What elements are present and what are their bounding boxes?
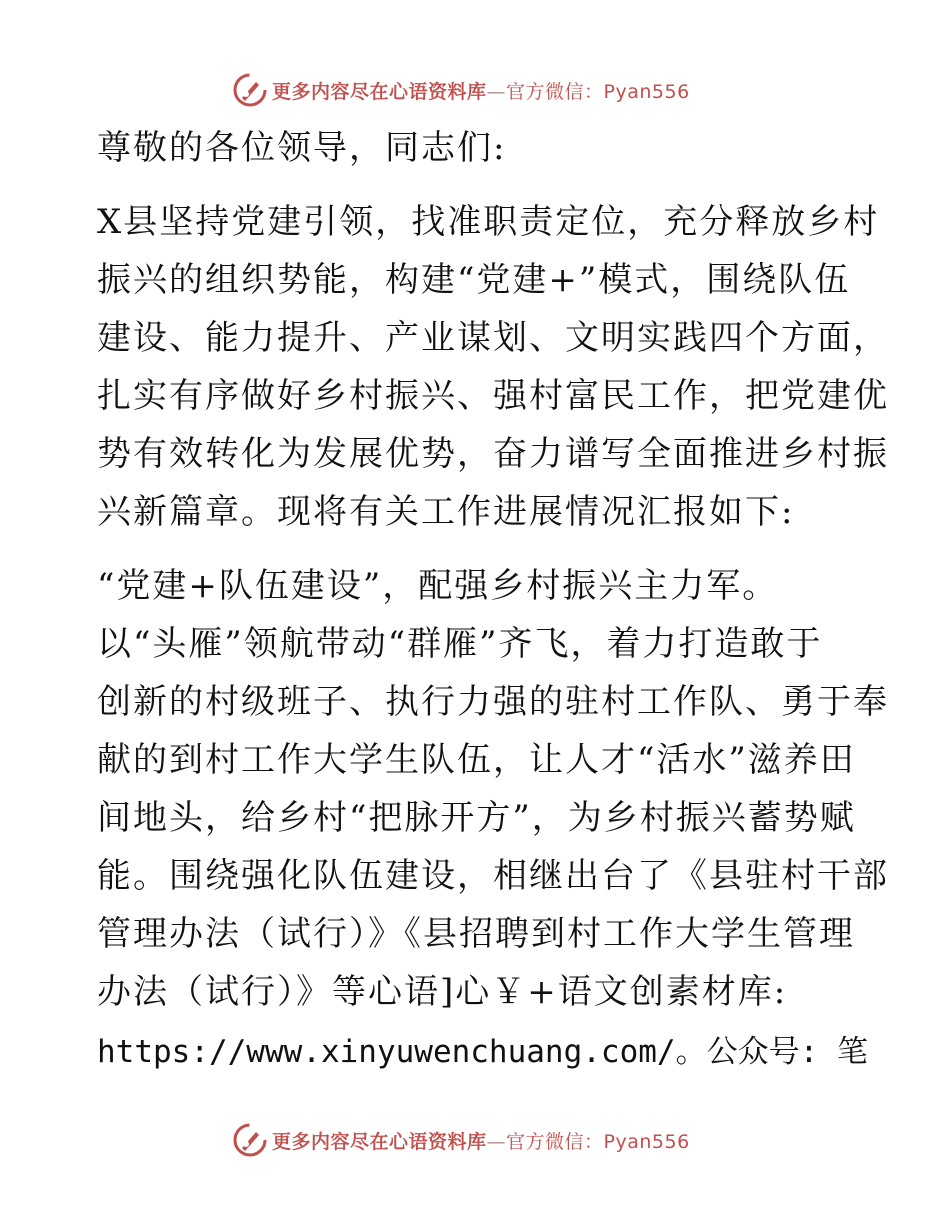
doc-line-15: 办法（试行）》等心语]心￥+语文创素材库: bbox=[97, 972, 788, 1012]
footer-watermark-banner bbox=[232, 1120, 712, 1160]
doc-line-10: 创新的村级班子、执行力强的驻村工作队、勇于奉 bbox=[97, 682, 889, 722]
footer-banner-id: Pyan556 bbox=[603, 1130, 690, 1153]
footer-watermark-text bbox=[272, 1127, 690, 1154]
doc-line-12: 间地头，给乡村“把脉开方”，为乡村振兴蓄势赋 bbox=[97, 798, 856, 838]
doc-line-13: 能。围绕强化队伍建设，相继出台了《县驻村干部 bbox=[97, 856, 889, 896]
header-banner-id: Pyan556 bbox=[603, 80, 690, 103]
header-watermark-text bbox=[272, 77, 690, 104]
footer-banner-wechat: 官方微信： bbox=[506, 1130, 604, 1153]
doc-line-6: 势有效转化为发展优势，奋力谱写全面推进乡村振 bbox=[97, 434, 889, 474]
doc-line-1: 尊敬的各位领导，同志们: bbox=[97, 128, 507, 168]
pen-logo-icon bbox=[232, 1122, 268, 1158]
header-banner-dash: — bbox=[486, 80, 507, 103]
header-banner-wechat: 官方微信： bbox=[506, 80, 604, 103]
doc-line-4: 建设、能力提升、产业谋划、文明实践四个方面， bbox=[97, 318, 889, 358]
header-banner-main: 更多内容尽在心语资料库 bbox=[272, 80, 487, 103]
doc-line-url: https://www.xinyuwenchuang.com/。公众号: 笔 bbox=[97, 1034, 868, 1070]
doc-heading-line: “党建+队伍建设”，配强乡村振兴主力军。 bbox=[97, 566, 779, 606]
doc-line-9: 以“头雁”领航带动“群雁”齐飞，着力打造敢于 bbox=[97, 624, 823, 664]
pen-logo-icon bbox=[232, 72, 268, 108]
doc-line-11: 献的到村工作大学生队伍，让人才“活水”滋养田 bbox=[97, 740, 856, 780]
doc-line-14: 管理办法（试行）》《县招聘到村工作大学生管理 bbox=[97, 914, 855, 954]
doc-line-3: 振兴的组织势能，构建“党建+”模式，围绕队伍 bbox=[97, 260, 851, 300]
header-watermark-banner bbox=[232, 70, 712, 110]
doc-line-5: 扎实有序做好乡村振兴、强村富民工作，把党建优 bbox=[97, 376, 889, 416]
doc-line-7: 兴新篇章。现将有关工作进展情况汇报如下: bbox=[97, 492, 795, 532]
doc-line-2: X县坚持党建引领，找准职责定位，充分释放乡村 bbox=[97, 202, 880, 242]
footer-banner-main: 更多内容尽在心语资料库 bbox=[272, 1130, 487, 1153]
footer-banner-dash: — bbox=[486, 1130, 507, 1153]
